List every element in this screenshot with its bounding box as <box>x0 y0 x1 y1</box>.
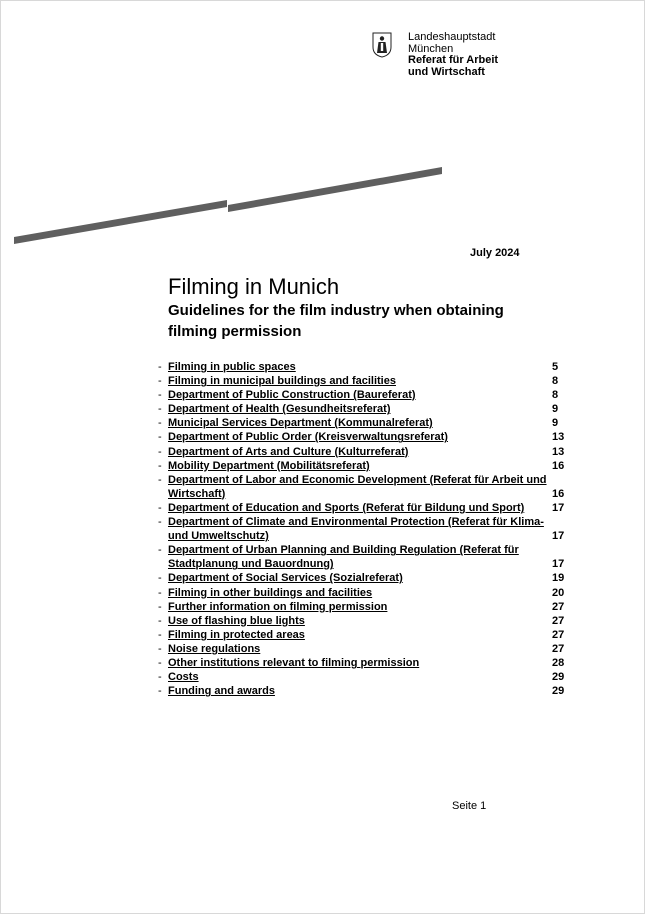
stripe-left <box>14 200 227 244</box>
toc-bullet: - <box>158 572 162 585</box>
toc-bullet: - <box>158 685 162 698</box>
publication-date: July 2024 <box>470 247 520 259</box>
toc-row <box>158 628 570 642</box>
toc-link[interactable]: Noise regulations <box>168 642 261 655</box>
toc-bullet: - <box>158 656 162 669</box>
toc-link[interactable]: Department of Arts and Culture (Kulturreferat) <box>168 445 409 458</box>
stripe-right <box>228 167 442 212</box>
toc-page-number: 29 <box>552 671 565 684</box>
toc-bullet: - <box>158 628 162 641</box>
toc-row <box>158 416 570 430</box>
toc-row <box>158 430 570 444</box>
toc-bullet: - <box>158 614 162 627</box>
toc-link[interactable]: Municipal Services Department (Kommunalreferat) <box>168 417 433 430</box>
toc-row <box>158 586 570 600</box>
toc-bullet: - <box>158 459 162 472</box>
toc-row <box>158 571 570 585</box>
toc-page-number: 17 <box>552 558 565 571</box>
toc-row <box>158 374 570 388</box>
toc-link[interactable]: Department of Health (Gesundheitsreferat) <box>168 403 391 416</box>
toc-row <box>158 670 570 684</box>
decorative-stripes <box>1 1 645 261</box>
page-number: Seite 1 <box>452 800 487 812</box>
org-line-1: Landeshauptstadt <box>408 31 496 43</box>
toc-page-number: 13 <box>552 431 565 444</box>
toc-row <box>158 402 570 416</box>
toc-link[interactable]: Filming in other buildings and facilities <box>168 586 373 599</box>
toc-row <box>158 501 570 515</box>
toc-link[interactable]: Other institutions relevant to filming permission <box>168 656 420 669</box>
toc-link[interactable]: Department of Public Order (Kreisverwaltungsreferat) <box>168 431 448 444</box>
toc-page-number: 29 <box>552 685 565 698</box>
toc-link[interactable]: Use of flashing blue lights <box>168 614 305 627</box>
toc-link[interactable]: Further information on filming permission <box>168 600 388 613</box>
toc-page-number: 17 <box>552 501 565 514</box>
toc-row <box>158 360 570 374</box>
toc-page-number: 17 <box>552 530 565 543</box>
toc-link[interactable]: Department of Urban Planning and Building Regulation (Referat für Stadtplanung und Bauordnung) <box>168 544 519 571</box>
toc-link[interactable]: Filming in municipal buildings and facilities <box>168 375 396 388</box>
toc-page-number: 16 <box>552 459 565 472</box>
toc-page-number: 9 <box>552 417 559 430</box>
toc-bullet: - <box>158 445 162 458</box>
document-title: Filming in Munich <box>168 274 340 299</box>
toc-page-number: 27 <box>552 628 565 641</box>
toc-page-number: 8 <box>552 375 559 388</box>
toc-bullet: - <box>158 586 162 599</box>
toc-bullet: - <box>158 389 162 402</box>
toc-page-number: 27 <box>552 600 565 613</box>
toc-page-number: 19 <box>552 572 565 585</box>
toc-row <box>158 684 570 698</box>
org-line-4: und Wirtschaft <box>408 65 485 78</box>
toc-bullet: - <box>158 671 162 684</box>
toc-row <box>158 388 570 402</box>
toc-page-number: 13 <box>552 445 565 458</box>
toc-page-number: 16 <box>552 487 565 500</box>
toc-row <box>158 445 570 459</box>
toc-link[interactable]: Department of Climate and Environmental Protection (Referat für Klima- und Umweltschutz) <box>168 516 544 543</box>
toc-row <box>158 642 570 656</box>
toc-row <box>158 515 570 543</box>
toc-row <box>158 600 570 614</box>
toc-bullet: - <box>158 600 162 613</box>
toc-link[interactable]: Department of Education and Sports (Referat für Bildung und Sport) <box>168 501 525 514</box>
toc-link[interactable]: Costs <box>168 671 199 684</box>
toc-link[interactable]: Funding and awards <box>168 685 275 698</box>
toc-bullet: - <box>158 544 162 557</box>
toc-link[interactable]: Department of Public Construction (Baureferat) <box>168 389 416 402</box>
toc-page-number: 27 <box>552 614 565 627</box>
toc-page-number: 9 <box>552 403 559 416</box>
toc-row <box>158 459 570 473</box>
toc-bullet: - <box>158 375 162 388</box>
toc-row <box>158 543 570 571</box>
toc-page-number: 5 <box>552 361 559 373</box>
toc-row <box>158 473 570 501</box>
toc-bullet: - <box>158 403 162 416</box>
document-subtitle: Guidelines for the film industry when obtaining filming permission <box>168 302 504 340</box>
toc-row <box>158 614 570 628</box>
toc-link[interactable]: Filming in public spaces <box>168 361 296 373</box>
toc-bullet: - <box>158 501 162 514</box>
toc-bullet: - <box>158 361 162 373</box>
toc-page-number: 20 <box>552 586 565 599</box>
toc-bullet: - <box>158 417 162 430</box>
toc-bullet: - <box>158 473 162 486</box>
toc-page-number: 27 <box>552 642 565 655</box>
toc-link[interactable]: Mobility Department (Mobilitätsreferat) <box>168 459 370 472</box>
org-line-2: München <box>408 42 454 55</box>
toc-link[interactable]: Department of Social Services (Sozialreferat) <box>168 572 403 585</box>
org-line-3: Referat für Arbeit <box>408 54 499 66</box>
toc-bullet: - <box>158 431 162 444</box>
toc-row <box>158 656 570 670</box>
toc-link[interactable]: Department of Labor and Economic Development (Referat für Arbeit und Wirtschaft) <box>168 473 547 500</box>
toc-page-number: 28 <box>552 656 565 669</box>
toc-bullet: - <box>158 516 162 529</box>
toc-link[interactable]: Filming in protected areas <box>168 628 305 641</box>
toc-page-number: 8 <box>552 389 559 402</box>
table-of-contents <box>158 360 570 698</box>
toc-bullet: - <box>158 642 162 655</box>
